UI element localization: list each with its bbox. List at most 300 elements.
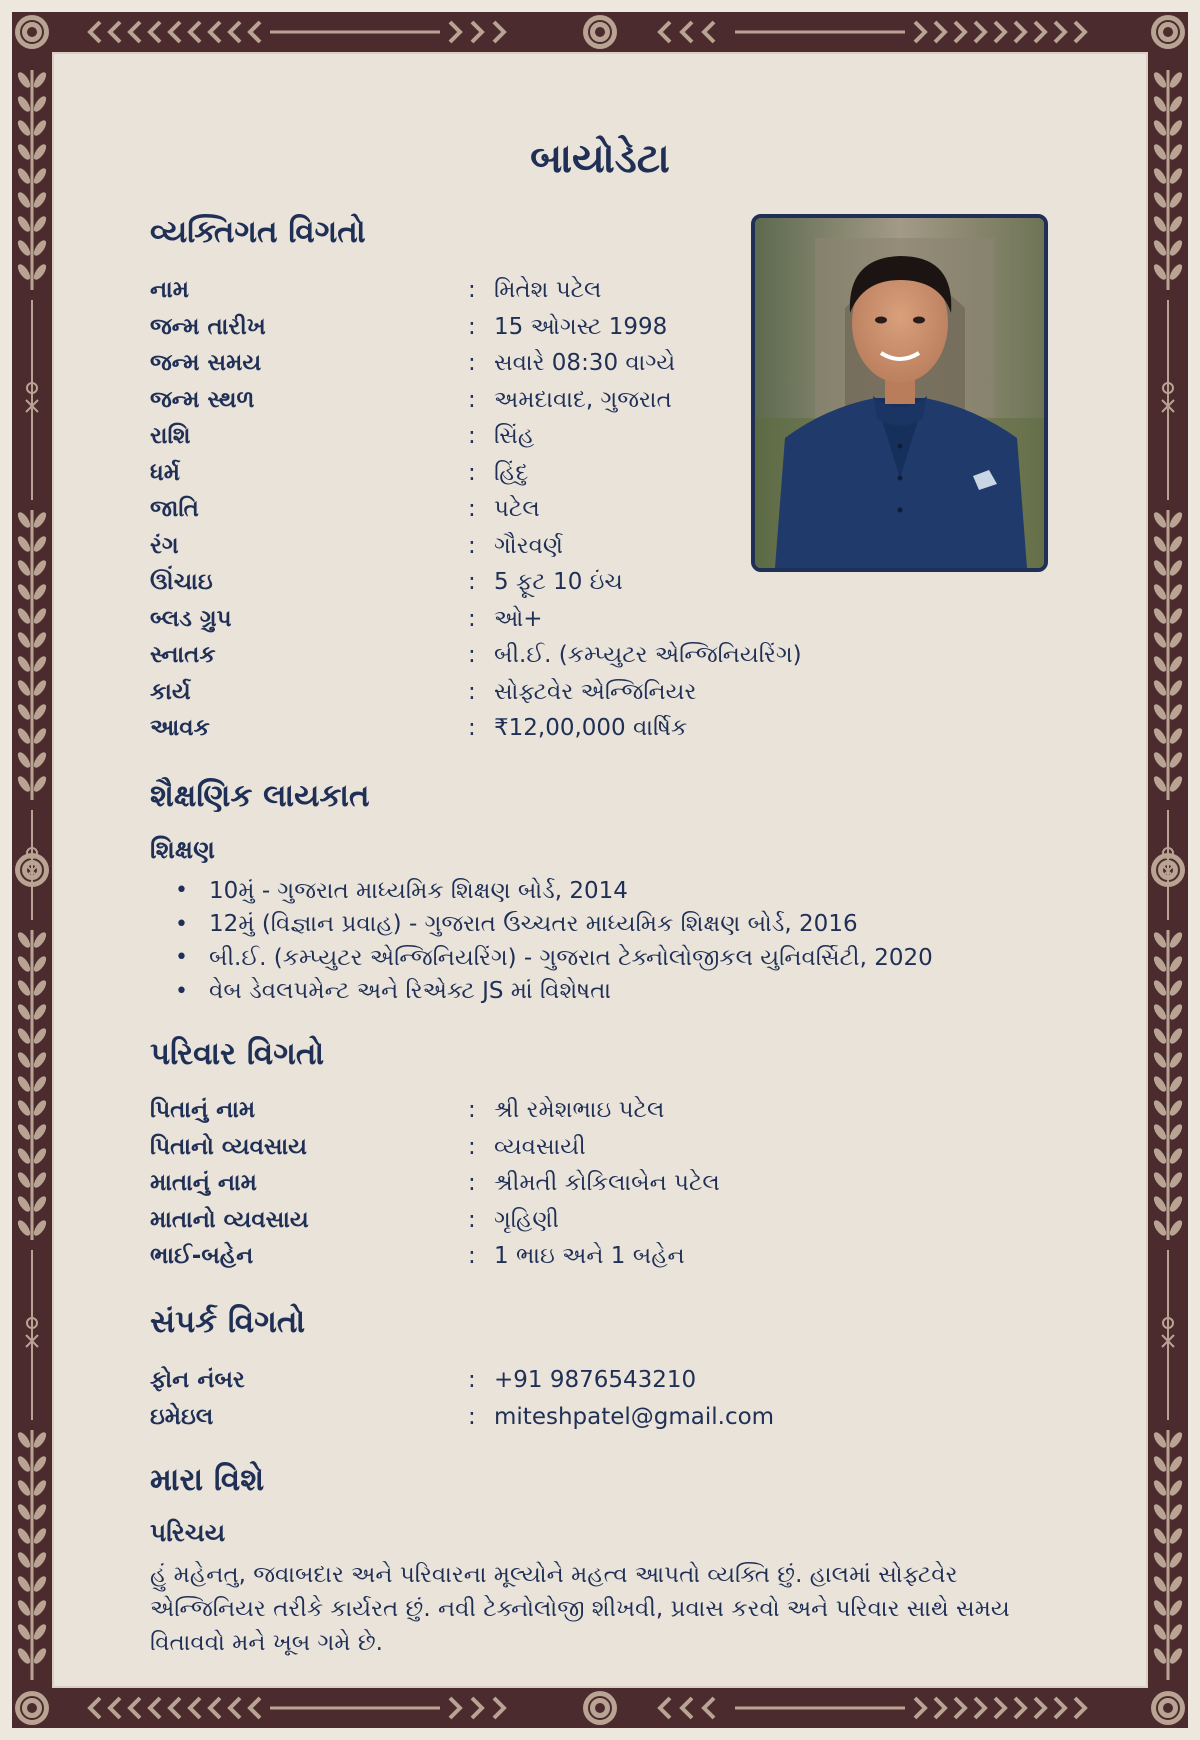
row-value: બી.ઈ. (કમ્પ્યુટર એન્જિનિયરિંગ) bbox=[494, 642, 802, 669]
leaf-icon bbox=[1168, 702, 1185, 721]
leaf-icon bbox=[16, 262, 33, 281]
education-heading: શૈક્ષણિક લાયકાત bbox=[150, 778, 370, 814]
chevron-left-icon bbox=[90, 22, 100, 42]
personal-row bbox=[150, 382, 850, 419]
list-item bbox=[175, 908, 933, 942]
medallion-center bbox=[1163, 1703, 1173, 1713]
leaf-icon bbox=[16, 1622, 33, 1641]
leaf-icon bbox=[1152, 70, 1169, 89]
chevron-right-icon bbox=[1075, 1698, 1085, 1718]
personal-row bbox=[150, 528, 850, 565]
leaf-icon bbox=[16, 1526, 33, 1545]
leaf-icon bbox=[32, 630, 49, 649]
leaf-icon bbox=[32, 510, 49, 529]
leaf-icon bbox=[1168, 1122, 1185, 1141]
chevron-left-icon bbox=[130, 22, 140, 42]
about-text: હું મહેનતુ, જવાબદાર અને પરિવારના મૂલ્યોને મહત્વ આપતો વ્યક્તિ છું. હાલમાં સોફ્ટવેર એન્જિનિયર તરીકે કાર્યરત છું. નવી ટેક્નોલોજી શીખવી, પ્રવાસ કરવો અને પરિવાર સાથે સમય વિતાવવો મને ખૂબ ગમે છે. bbox=[150, 1562, 1010, 1656]
leaf-icon bbox=[16, 1098, 33, 1117]
leaf-icon bbox=[1152, 534, 1169, 553]
chevron-right-icon bbox=[935, 1698, 945, 1718]
colon: : bbox=[468, 605, 476, 632]
leaf-icon bbox=[16, 1430, 33, 1449]
colon: : bbox=[468, 1170, 476, 1197]
leaf-icon bbox=[1168, 1646, 1185, 1665]
row-label: જાતિ bbox=[150, 496, 199, 523]
education-item: 10મું - ગુજરાત માધ્યમિક શિક્ષણ બોર્ડ, 2014 bbox=[209, 877, 628, 904]
leaf-icon bbox=[16, 774, 33, 793]
chevron-left-icon bbox=[150, 22, 160, 42]
leaf-icon bbox=[1152, 1574, 1169, 1593]
leaf-icon bbox=[1152, 930, 1169, 949]
list-item bbox=[175, 975, 933, 1009]
row-label: નામ bbox=[150, 277, 190, 304]
chevron-left-icon bbox=[170, 1698, 180, 1718]
personal-row bbox=[150, 418, 850, 455]
chevron-right-icon bbox=[450, 1698, 460, 1718]
row-label: માતાનો વ્યવસાય bbox=[150, 1206, 309, 1233]
leaf-icon bbox=[16, 1122, 33, 1141]
leaf-icon bbox=[1168, 510, 1185, 529]
row-value: વ્યવસાયી bbox=[494, 1133, 586, 1160]
leaf-icon bbox=[16, 630, 33, 649]
education-item: 12મું (વિજ્ઞાન પ્રવાહ) - ગુજરાત ઉચ્ચતર માધ્યમિક શિક્ષણ બોર્ડ, 2016 bbox=[209, 911, 858, 938]
portrait-illustration bbox=[755, 218, 1044, 568]
leaf-icon bbox=[1168, 954, 1185, 973]
personal-row bbox=[150, 309, 850, 346]
leaf-icon bbox=[32, 1550, 49, 1569]
chevron-right-icon bbox=[995, 1698, 1005, 1718]
leaf-icon bbox=[1168, 70, 1185, 89]
leaf-icon bbox=[1168, 1026, 1185, 1045]
colon: : bbox=[468, 313, 476, 340]
leaf-icon bbox=[32, 1146, 49, 1165]
chevron-left-icon bbox=[150, 1698, 160, 1718]
leaf-icon bbox=[16, 1170, 33, 1189]
leaf-icon bbox=[1152, 1170, 1169, 1189]
chevron-right-icon bbox=[494, 1698, 504, 1718]
chevron-left-icon bbox=[90, 1698, 100, 1718]
leaf-icon bbox=[32, 1194, 49, 1213]
leaf-icon bbox=[32, 1478, 49, 1497]
medallion-center bbox=[595, 1703, 605, 1713]
leaf-icon bbox=[32, 774, 49, 793]
leaf-icon bbox=[32, 70, 49, 89]
chevron-left-icon bbox=[170, 22, 180, 42]
leaf-icon bbox=[1168, 978, 1185, 997]
leaf-icon bbox=[1168, 262, 1185, 281]
family-row bbox=[150, 1092, 850, 1129]
colon: : bbox=[468, 459, 476, 486]
leaf-icon bbox=[1168, 1194, 1185, 1213]
leaf-icon bbox=[16, 1002, 33, 1021]
leaf-icon bbox=[1152, 1502, 1169, 1521]
row-value: 5 ફૂટ 10 ઇંચ bbox=[494, 569, 623, 596]
chevron-left-icon bbox=[682, 1698, 692, 1718]
leaf-icon bbox=[1152, 1146, 1169, 1165]
personal-row bbox=[150, 637, 850, 674]
chevron-left-icon bbox=[704, 1698, 714, 1718]
leaf-icon bbox=[1152, 1194, 1169, 1213]
leaf-icon bbox=[1168, 1622, 1185, 1641]
leaf-icon bbox=[1168, 190, 1185, 209]
leaf-icon bbox=[32, 534, 49, 553]
leaf-icon bbox=[1168, 238, 1185, 257]
leaf-icon bbox=[1168, 558, 1185, 577]
leaf-icon bbox=[1168, 1526, 1185, 1545]
leaf-icon bbox=[32, 1502, 49, 1521]
leaf-icon bbox=[32, 1430, 49, 1449]
row-label: પિતાનું નામ bbox=[150, 1097, 256, 1124]
leaf-icon bbox=[32, 118, 49, 137]
leaf-icon bbox=[32, 1050, 49, 1069]
leaf-icon bbox=[1152, 94, 1169, 113]
personal-row bbox=[150, 272, 850, 309]
chevron-left-icon bbox=[190, 1698, 200, 1718]
leaf-icon bbox=[1168, 678, 1185, 697]
leaf-icon bbox=[1152, 1478, 1169, 1497]
personal-row bbox=[150, 710, 850, 747]
education-subheading: શિક્ષણ bbox=[150, 835, 215, 864]
leaf-icon bbox=[16, 1194, 33, 1213]
leaf-icon bbox=[16, 726, 33, 745]
colon: : bbox=[468, 1133, 476, 1160]
profile-photo bbox=[751, 214, 1048, 572]
colon: : bbox=[468, 715, 476, 742]
chevron-right-icon bbox=[450, 22, 460, 42]
leaf-icon bbox=[1152, 214, 1169, 233]
leaf-icon bbox=[32, 1122, 49, 1141]
leaf-icon bbox=[32, 1026, 49, 1045]
leaf-icon bbox=[32, 1218, 49, 1237]
leaf-icon bbox=[16, 1502, 33, 1521]
row-label: માતાનું નામ bbox=[150, 1170, 257, 1197]
leaf-icon bbox=[1152, 1526, 1169, 1545]
leaf-icon bbox=[1152, 582, 1169, 601]
colon: : bbox=[468, 678, 476, 705]
row-value: 1 ભાઇ અને 1 બહેન bbox=[494, 1243, 685, 1270]
colon: : bbox=[468, 642, 476, 669]
leaf-icon bbox=[32, 1454, 49, 1473]
chevron-right-icon bbox=[935, 22, 945, 42]
leaf-icon bbox=[1152, 726, 1169, 745]
leaf-icon bbox=[32, 262, 49, 281]
row-label: રાશિ bbox=[150, 423, 191, 450]
colon: : bbox=[468, 1367, 476, 1394]
row-label: જન્મ સમય bbox=[150, 350, 262, 377]
leaf-icon bbox=[32, 978, 49, 997]
family-row bbox=[150, 1238, 850, 1275]
leaf-icon bbox=[1152, 1550, 1169, 1569]
row-value: સોફ્ટવેર એન્જિનિયર bbox=[494, 678, 697, 705]
leaf-icon bbox=[1152, 978, 1169, 997]
leaf-icon bbox=[1168, 1598, 1185, 1617]
leaf-icon bbox=[1152, 558, 1169, 577]
leaf-icon bbox=[32, 606, 49, 625]
chevron-right-icon bbox=[472, 22, 482, 42]
chevron-right-icon bbox=[1055, 1698, 1065, 1718]
leaf-icon bbox=[32, 954, 49, 973]
email-value[interactable]: miteshpatel@gmail.com bbox=[494, 1403, 775, 1430]
leaf-icon bbox=[16, 1050, 33, 1069]
chevron-right-icon bbox=[975, 1698, 985, 1718]
row-value: ગૌરવર્ણ bbox=[494, 532, 563, 559]
leaf-icon bbox=[16, 190, 33, 209]
leaf-icon bbox=[32, 238, 49, 257]
leaf-icon bbox=[1152, 1430, 1169, 1449]
leaf-icon bbox=[16, 678, 33, 697]
leaf-icon bbox=[32, 1074, 49, 1093]
row-value: ગૃહિણી bbox=[494, 1206, 559, 1233]
colon: : bbox=[468, 532, 476, 559]
leaf-icon bbox=[1168, 1550, 1185, 1569]
chevron-right-icon bbox=[472, 1698, 482, 1718]
leaf-icon bbox=[1152, 630, 1169, 649]
leaf-icon bbox=[16, 118, 33, 137]
colon: : bbox=[468, 496, 476, 523]
row-label: ઊંચાઇ bbox=[150, 569, 213, 596]
chevron-right-icon bbox=[995, 22, 1005, 42]
leaf-icon bbox=[16, 1146, 33, 1165]
family-row bbox=[150, 1129, 850, 1166]
list-item bbox=[175, 941, 933, 975]
family-list bbox=[150, 1092, 850, 1275]
education-item: બી.ઈ. (કમ્પ્યુટર એન્જિનિયરિંગ) - ગુજરાત ટેક્નોલોજીકલ યુનિવર્સિટી, 2020 bbox=[209, 944, 933, 971]
leaf-icon bbox=[1152, 606, 1169, 625]
leaf-icon bbox=[32, 930, 49, 949]
row-value: 15 ઓગસ્ટ 1998 bbox=[494, 313, 668, 340]
leaf-icon bbox=[1168, 214, 1185, 233]
chevron-right-icon bbox=[1075, 22, 1085, 42]
leaf-icon bbox=[1152, 702, 1169, 721]
family-row bbox=[150, 1202, 850, 1239]
row-label: પિતાનો વ્યવસાય bbox=[150, 1133, 308, 1160]
chevron-right-icon bbox=[494, 22, 504, 42]
colon: : bbox=[468, 1206, 476, 1233]
leaf-icon bbox=[32, 654, 49, 673]
about-subheading: પરિચય bbox=[150, 1518, 226, 1547]
leaf-icon bbox=[1168, 1478, 1185, 1497]
leaf-icon bbox=[1152, 1122, 1169, 1141]
chevron-left-icon bbox=[210, 22, 220, 42]
chevron-right-icon bbox=[1015, 22, 1025, 42]
personal-row bbox=[150, 491, 850, 528]
leaf-icon bbox=[1152, 1646, 1169, 1665]
chevron-left-icon bbox=[110, 1698, 120, 1718]
contact-row bbox=[150, 1399, 850, 1436]
leaf-icon bbox=[1168, 774, 1185, 793]
leaf-icon bbox=[1168, 1170, 1185, 1189]
leaf-icon bbox=[1168, 534, 1185, 553]
chevron-right-icon bbox=[915, 1698, 925, 1718]
leaf-icon bbox=[1168, 1430, 1185, 1449]
leaf-icon bbox=[1168, 1098, 1185, 1117]
medallion-center bbox=[1163, 27, 1173, 37]
leaf-icon bbox=[16, 1026, 33, 1045]
leaf-icon bbox=[1168, 582, 1185, 601]
leaf-icon bbox=[16, 1550, 33, 1569]
leaf-icon bbox=[1152, 262, 1169, 281]
list-item bbox=[175, 874, 933, 908]
row-label: કાર્ય bbox=[150, 678, 191, 705]
personal-row bbox=[150, 345, 850, 382]
leaf-icon bbox=[32, 1646, 49, 1665]
leaf-icon bbox=[1168, 1454, 1185, 1473]
leaf-icon bbox=[16, 1218, 33, 1237]
leaf-icon bbox=[1168, 654, 1185, 673]
medallion-center bbox=[27, 27, 37, 37]
leaf-icon bbox=[1152, 1026, 1169, 1045]
chevron-right-icon bbox=[1015, 1698, 1025, 1718]
leaf-icon bbox=[16, 930, 33, 949]
leaf-icon bbox=[1168, 118, 1185, 137]
row-label: રંગ bbox=[150, 532, 179, 559]
leaf-icon bbox=[16, 238, 33, 257]
row-value: સિંહ bbox=[494, 423, 535, 450]
colon: : bbox=[468, 386, 476, 413]
bullet: • bbox=[175, 978, 188, 1004]
leaf-icon bbox=[16, 1646, 33, 1665]
leaf-icon bbox=[16, 1478, 33, 1497]
leaf-icon bbox=[16, 1074, 33, 1093]
contact-list bbox=[150, 1362, 850, 1435]
leaf-icon bbox=[1168, 1074, 1185, 1093]
chevron-left-icon bbox=[682, 22, 692, 42]
row-value: શ્રી રમેશભાઇ પટેલ bbox=[494, 1097, 665, 1124]
bullet: • bbox=[175, 878, 188, 904]
leaf-icon bbox=[1168, 750, 1185, 769]
leaf-icon bbox=[32, 750, 49, 769]
row-value: ₹12,00,000 વાર્ષિક bbox=[494, 715, 688, 742]
leaf-icon bbox=[16, 606, 33, 625]
about-heading: મારા વિશે bbox=[150, 1462, 265, 1498]
leaf-icon bbox=[1168, 1502, 1185, 1521]
leaf-icon bbox=[32, 1098, 49, 1117]
leaf-icon bbox=[1168, 1218, 1185, 1237]
leaf-icon bbox=[16, 558, 33, 577]
chevron-left-icon bbox=[210, 1698, 220, 1718]
row-label: ધર્મ bbox=[150, 459, 181, 486]
medallion-center bbox=[595, 27, 605, 37]
leaf-icon bbox=[32, 1526, 49, 1545]
personal-row bbox=[150, 601, 850, 638]
row-label: ઇમેઇલ bbox=[150, 1403, 214, 1430]
leaf-icon bbox=[32, 726, 49, 745]
leaf-icon bbox=[1152, 1622, 1169, 1641]
leaf-icon bbox=[1168, 1050, 1185, 1069]
leaf-icon bbox=[32, 1002, 49, 1021]
leaf-icon bbox=[1168, 930, 1185, 949]
leaf-icon bbox=[1152, 1598, 1169, 1617]
chevron-right-icon bbox=[915, 22, 925, 42]
leaf-icon bbox=[16, 534, 33, 553]
education-item: વેબ ડેવલપમેન્ટ અને રિએક્ટ JS માં વિશેષતા bbox=[209, 978, 611, 1005]
leaf-icon bbox=[16, 510, 33, 529]
leaf-icon bbox=[1152, 654, 1169, 673]
chevron-left-icon bbox=[230, 1698, 240, 1718]
chevron-left-icon bbox=[660, 1698, 670, 1718]
chevron-left-icon bbox=[250, 1698, 260, 1718]
leaf-icon bbox=[32, 1170, 49, 1189]
leaf-icon bbox=[1152, 118, 1169, 137]
row-label: સ્નાતક bbox=[150, 642, 216, 669]
leaf-icon bbox=[1168, 726, 1185, 745]
bullet: • bbox=[175, 945, 188, 971]
colon: : bbox=[468, 569, 476, 596]
leaf-icon bbox=[1168, 630, 1185, 649]
leaf-icon bbox=[1152, 1218, 1169, 1237]
chevron-right-icon bbox=[975, 22, 985, 42]
leaf-icon bbox=[16, 750, 33, 769]
chevron-left-icon bbox=[250, 22, 260, 42]
family-row bbox=[150, 1165, 850, 1202]
colon: : bbox=[468, 277, 476, 304]
leaf-icon bbox=[1152, 1098, 1169, 1117]
row-value: હિંદુ bbox=[494, 459, 529, 486]
leaf-icon bbox=[1152, 678, 1169, 697]
leaf-icon bbox=[16, 654, 33, 673]
colon: : bbox=[468, 1097, 476, 1124]
leaf-icon bbox=[32, 1622, 49, 1641]
leaf-icon bbox=[16, 1598, 33, 1617]
leaf-icon bbox=[1152, 1454, 1169, 1473]
leaf-icon bbox=[32, 558, 49, 577]
leaf-icon bbox=[16, 954, 33, 973]
leaf-icon bbox=[1152, 238, 1169, 257]
row-label: જન્મ સ્થળ bbox=[150, 386, 255, 413]
chevron-left-icon bbox=[704, 22, 714, 42]
row-value: સવારે 08:30 વાગ્યે bbox=[494, 350, 676, 377]
chevron-right-icon bbox=[1035, 1698, 1045, 1718]
leaf-icon bbox=[16, 214, 33, 233]
row-value: અમદાવાદ, ગુજરાત bbox=[494, 386, 672, 413]
leaf-icon bbox=[32, 582, 49, 601]
colon: : bbox=[468, 1243, 476, 1270]
phone-value[interactable]: +91 9876543210 bbox=[494, 1367, 697, 1394]
education-list bbox=[175, 874, 933, 1008]
leaf-icon bbox=[1152, 954, 1169, 973]
leaf-icon bbox=[16, 70, 33, 89]
bullet: • bbox=[175, 911, 188, 937]
chevron-left-icon bbox=[130, 1698, 140, 1718]
leaf-icon bbox=[1152, 1050, 1169, 1069]
leaf-icon bbox=[1168, 1146, 1185, 1165]
leaf-icon bbox=[1152, 190, 1169, 209]
chevron-right-icon bbox=[955, 22, 965, 42]
leaf-icon bbox=[1152, 1074, 1169, 1093]
row-label: જન્મ તારીખ bbox=[150, 313, 266, 340]
row-value: પટેલ bbox=[494, 496, 540, 523]
colon: : bbox=[468, 423, 476, 450]
leaf-icon bbox=[32, 1598, 49, 1617]
medallion-center bbox=[27, 1703, 37, 1713]
row-label: ભાઈ-બહેન bbox=[150, 1243, 254, 1270]
leaf-icon bbox=[1152, 774, 1169, 793]
row-label: આવક bbox=[150, 715, 210, 742]
leaf-icon bbox=[16, 1574, 33, 1593]
leaf-icon bbox=[32, 702, 49, 721]
leaf-icon bbox=[32, 678, 49, 697]
personal-heading: વ્યક્તિગત વિગતો bbox=[150, 214, 366, 250]
leaf-icon bbox=[1152, 750, 1169, 769]
chevron-left-icon bbox=[660, 22, 670, 42]
leaf-icon bbox=[32, 190, 49, 209]
leaf-icon bbox=[16, 94, 33, 113]
leaf-icon bbox=[1152, 1002, 1169, 1021]
colon: : bbox=[468, 1403, 476, 1430]
personal-list bbox=[150, 272, 850, 747]
chevron-right-icon bbox=[1055, 22, 1065, 42]
row-value: શ્રીમતી કોકિલાબેન પટેલ bbox=[494, 1170, 720, 1197]
